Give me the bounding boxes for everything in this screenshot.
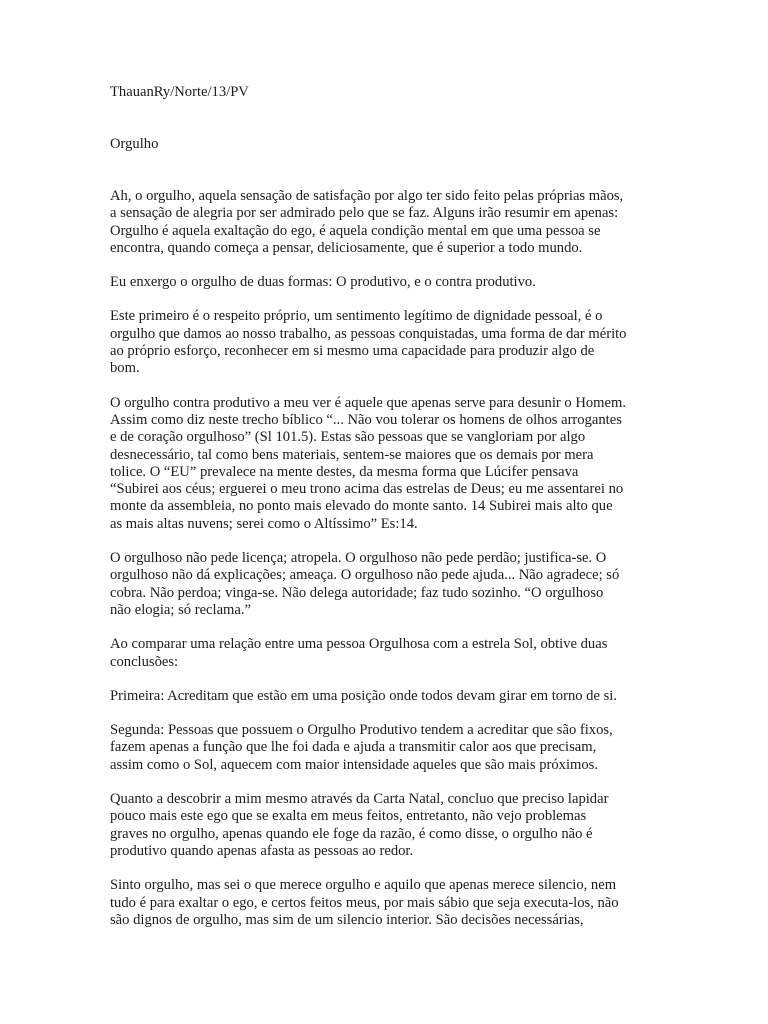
paragraph (110, 188, 662, 257)
text-line: orgulho que damos ao nosso trabalho, as pessoas conquistadas, uma forma de dar mérito (110, 325, 627, 342)
text-line: conclusões: (110, 653, 179, 670)
text-line: “Subirei aos céus; erguerei o meu trono acima das estrelas de Deus; eu me assentarei no (110, 481, 624, 498)
text-line: Primeira: Acreditam que estão em uma posição onde todos devam girar em torno de si. (110, 687, 617, 704)
paragraph (110, 722, 662, 774)
text-line: encontra, quando começa a pensar, deliciosamente, que é superior a todo mundo. (110, 239, 583, 256)
text-line: pouco mais este ego que se exalta em meus feitos, entretanto, não vejo problemas (110, 808, 587, 825)
document-body (110, 188, 662, 929)
text-line: Orgulho é aquela exaltação do ego, é aquela condição mental em que uma pessoa se (110, 222, 601, 239)
text-line: O orgulho contra produtivo a meu ver é aquele que apenas serve para desunir o Homem. (110, 394, 627, 411)
text-line: tudo é para exaltar o ego, e certos feitos meus, por mais sábio que seja executa-los, não (110, 894, 619, 911)
text-line: graves no orgulho, apenas quando ele foge da razão, é como disse, o orgulho não é (110, 825, 593, 842)
paragraph (110, 395, 662, 533)
text-line: bom. (110, 360, 140, 377)
text-line: as mais altas nuvens; serei como o Altíssimo” Es:14. (110, 515, 418, 532)
text-line: Ao comparar uma relação entre uma pessoa Orgulhosa com a estrela Sol, obtive duas (110, 636, 608, 653)
document-page (110, 84, 662, 929)
text-line: cobra. Não perdoa; vinga-se. Não delega autoridade; faz tudo sozinho. “O orgulhoso (110, 584, 604, 601)
text-line: assim como o Sol, aquecem com maior intensidade aqueles que são mais próximos. (110, 756, 598, 773)
text-line: a sensação de alegria por ser admirado pelo que se faz. Alguns irão resumir em apenas: (110, 205, 619, 222)
text-line: Segunda: Pessoas que possuem o Orgulho Produtivo tendem a acreditar que são fixos, (110, 722, 613, 739)
paragraph (110, 688, 662, 705)
text-line: desnecessário, tal como bens materiais, sentem-se maiores que os demais por mera (110, 446, 594, 463)
text-line: e de coração orgulhoso” (Sl 101.5). Estas são pessoas que se vangloriam por algo (110, 429, 586, 446)
text-line: produtivo quando apenas afasta as pessoas ao redor. (110, 842, 414, 859)
text-line: orgulhoso não dá explicações; ameaça. O orgulhoso não pede ajuda... Não agradece; só (110, 567, 620, 584)
paragraph (110, 550, 662, 619)
paragraph (110, 791, 662, 860)
text-line: monte da assembleia, no ponto mais elevado do monte santo. 14 Subirei mais alto que (110, 498, 613, 515)
paragraph (110, 274, 662, 291)
paragraph (110, 308, 662, 377)
document-code: ThauanRy/Norte/13/PV (110, 84, 249, 100)
text-line: O orgulhoso não pede licença; atropela. O orgulhoso não pede perdão; justifica-se. O (110, 550, 607, 567)
paragraph (110, 877, 662, 929)
text-line: Este primeiro é o respeito próprio, um sentimento legítimo de dignidade pessoal, é o (110, 308, 603, 325)
text-line: não elogia; só reclama.” (110, 601, 252, 618)
text-line: Sinto orgulho, mas sei o que merece orgulho e aquilo que apenas merece silencio, nem (110, 877, 617, 894)
paragraph (110, 636, 662, 671)
text-line: fazem apenas a função que lhe foi dada e ajuda a transmitir calor aos que precisam, (110, 739, 597, 756)
text-line: Quanto a descobrir a mim mesmo através da Carta Natal, concluo que preciso lapidar (110, 791, 609, 808)
text-line: tolice. O “EU” prevalece na mente destes, da mesma forma que Lúcifer pensava (110, 463, 579, 480)
document-title: Orgulho (110, 136, 159, 152)
text-line: Ah, o orgulho, aquela sensação de satisfação por algo ter sido feito pelas próprias mãos, (110, 188, 624, 204)
text-line: Assim como diz neste trecho bíblico “... Não vou tolerar os homens de olhos arrogantes (110, 411, 622, 428)
text-line: ao próprio esforço, reconhecer em si mesmo uma capacidade para produzir algo de (110, 343, 595, 360)
text-line: Eu enxergo o orgulho de duas formas: O produtivo, e o contra produtivo. (110, 274, 536, 291)
text-line: são dignos de orgulho, mas sim de um silencio interior. São decisões necessárias, (110, 911, 584, 928)
